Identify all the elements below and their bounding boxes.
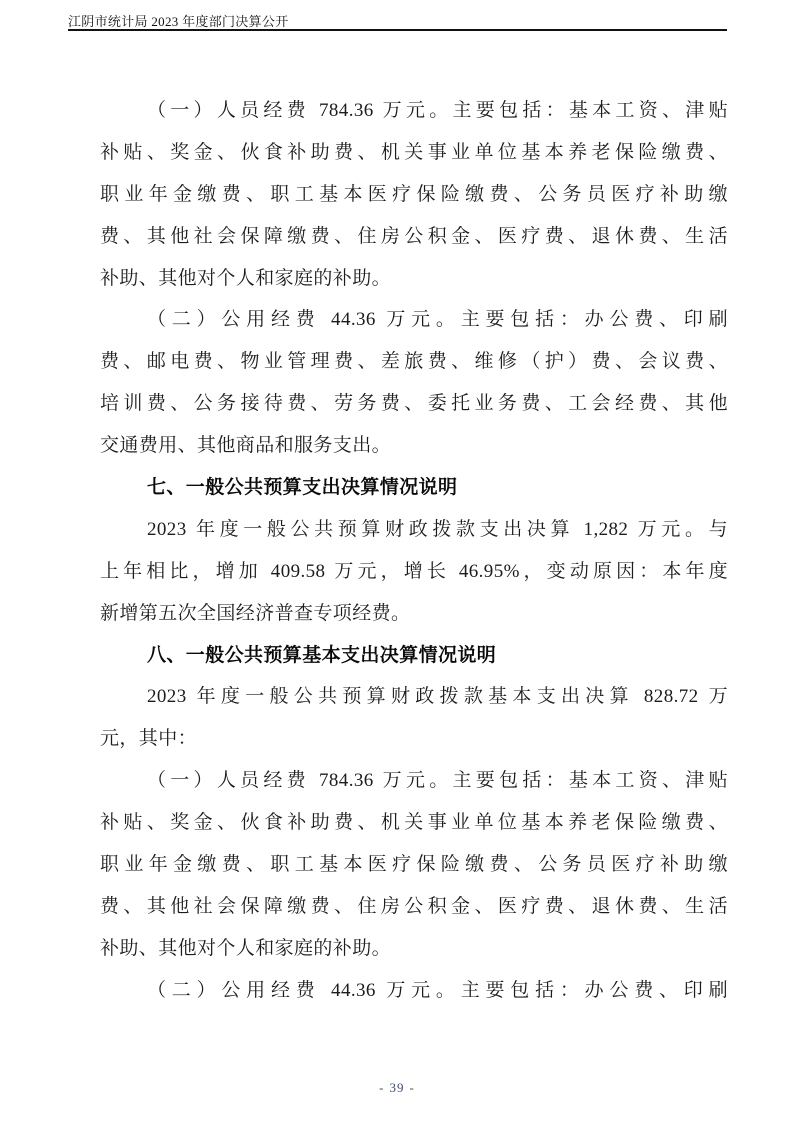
section-heading-8: 八、一般公共预算基本支出决算情况说明 bbox=[147, 644, 497, 666]
document-body bbox=[100, 90, 728, 1012]
paragraph-line: （二）公用经费 44.36 万元。主要包括：办公费、印刷 bbox=[147, 979, 728, 1001]
paragraph-line: 职业年金缴费、职工基本医疗保险缴费、公务员医疗补助缴 bbox=[100, 183, 728, 205]
paragraph-line: 2023 年度一般公共预算财政拨款支出决算 1,282 万元。与 bbox=[147, 518, 728, 540]
paragraph-line: 补贴、奖金、伙食补助费、机关事业单位基本养老保险缴费、 bbox=[100, 141, 728, 163]
paragraph-line: （一）人员经费 784.36 万元。主要包括：基本工资、津贴 bbox=[147, 770, 728, 792]
page-header bbox=[68, 11, 727, 31]
paragraph-line: 元，其中： bbox=[100, 728, 198, 750]
paragraph-line: 新增第五次全国经济普查专项经费。 bbox=[100, 602, 411, 624]
paragraph-line: 补助、其他对个人和家庭的补助。 bbox=[100, 937, 392, 959]
page-number: 39 bbox=[389, 1080, 405, 1095]
header-title: 江阴市统计局 2023 年度部门决算公开 bbox=[68, 14, 289, 29]
page-number-dash-right: - bbox=[409, 1080, 415, 1095]
paragraph-line: （二）公用经费 44.36 万元。主要包括：办公费、印刷 bbox=[147, 309, 728, 331]
paragraph-line: 2023 年度一般公共预算财政拨款基本支出决算 828.72 万 bbox=[147, 686, 728, 708]
page-number-dash-left: - bbox=[379, 1080, 385, 1095]
paragraph-line: 费、其他社会保障缴费、住房公积金、医疗费、退休费、生活 bbox=[100, 225, 728, 247]
section-heading-7: 七、一般公共预算支出决算情况说明 bbox=[147, 477, 458, 499]
page-footer bbox=[0, 1080, 794, 1096]
paragraph-line: 交通费用、其他商品和服务支出。 bbox=[100, 435, 392, 457]
paragraph-line: 职业年金缴费、职工基本医疗保险缴费、公务员医疗补助缴 bbox=[100, 854, 728, 876]
paragraph-line: 补贴、奖金、伙食补助费、机关事业单位基本养老保险缴费、 bbox=[100, 812, 728, 834]
paragraph-line: 补助、其他对个人和家庭的补助。 bbox=[100, 267, 392, 289]
paragraph-line: （一）人员经费 784.36 万元。主要包括：基本工资、津贴 bbox=[147, 100, 728, 121]
paragraph-line: 费、邮电费、物业管理费、差旅费、维修（护）费、会议费、 bbox=[100, 351, 728, 373]
paragraph-line: 费、其他社会保障缴费、住房公积金、医疗费、退休费、生活 bbox=[100, 895, 728, 917]
paragraph-line: 上年相比，增加 409.58 万元，增长 46.95%，变动原因：本年度 bbox=[100, 560, 728, 582]
header-rule bbox=[68, 29, 727, 31]
paragraph-line: 培训费、公务接待费、劳务费、委托业务费、工会经费、其他 bbox=[100, 393, 728, 415]
